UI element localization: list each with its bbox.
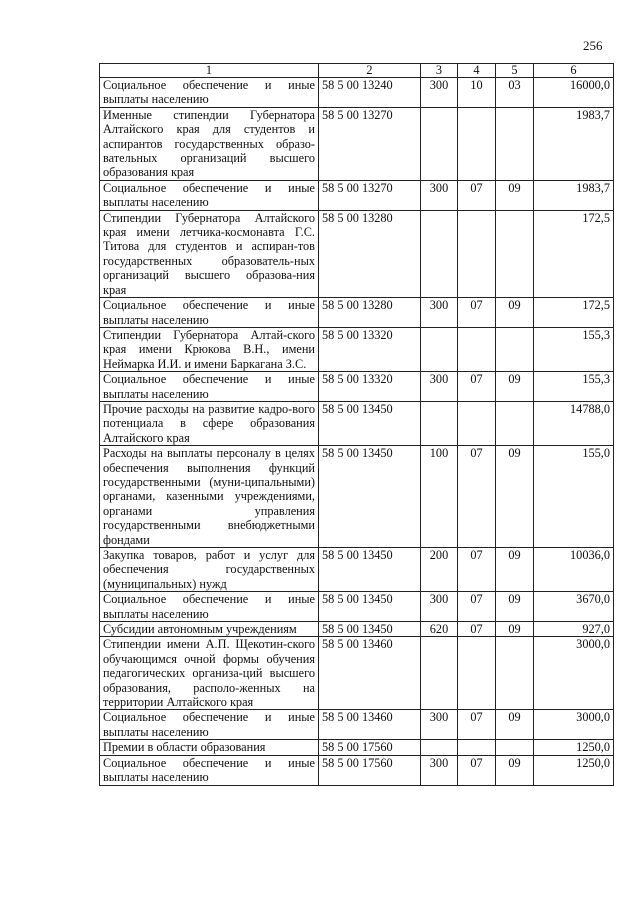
row-vr-cell: 300 (421, 298, 458, 328)
header-row (100, 64, 614, 78)
row-name-cell: Социальное обеспечение и иные выплаты населению (100, 78, 319, 108)
table-row (100, 401, 614, 445)
row-rz-cell (458, 327, 496, 371)
row-amount-cell: 155,3 (534, 372, 614, 402)
row-rz-cell: 07 (458, 710, 496, 740)
row-code-cell: 58 5 00 13240 (319, 78, 421, 108)
row-vr-cell (421, 327, 458, 371)
row-pr-cell (496, 107, 534, 180)
table-row (100, 548, 614, 592)
row-amount-cell: 3670,0 (534, 592, 614, 622)
row-pr-cell: 09 (496, 622, 534, 637)
row-name-cell: Именные стипендии Губернатора Алтайского края для студентов и аспирантов государственных образо-вательных организаций высшего образования края (100, 107, 319, 180)
row-rz-cell: 07 (458, 298, 496, 328)
row-vr-cell: 300 (421, 372, 458, 402)
column-header: 5 (496, 64, 534, 78)
column-header: 2 (319, 64, 421, 78)
row-name-cell: Социальное обеспечение и иные выплаты населению (100, 372, 319, 402)
row-pr-cell: 09 (496, 298, 534, 328)
row-amount-cell: 155,3 (534, 327, 614, 371)
row-code-cell: 58 5 00 13450 (319, 401, 421, 445)
page-number: 256 (583, 38, 603, 53)
table-row (100, 710, 614, 740)
row-amount-cell: 3000,0 (534, 710, 614, 740)
table-row (100, 180, 614, 210)
row-amount-cell: 927,0 (534, 622, 614, 637)
row-amount-cell: 16000,0 (534, 78, 614, 108)
row-name-cell: Социальное обеспечение и иные выплаты населению (100, 180, 319, 210)
row-pr-cell: 09 (496, 446, 534, 548)
row-pr-cell: 09 (496, 755, 534, 785)
row-rz-cell: 10 (458, 78, 496, 108)
table-row (100, 622, 614, 637)
table-body (100, 78, 614, 786)
row-name-cell: Премии в области образования (100, 740, 319, 755)
row-code-cell: 58 5 00 17560 (319, 755, 421, 785)
row-pr-cell (496, 401, 534, 445)
row-code-cell: 58 5 00 13460 (319, 637, 421, 710)
row-code-cell: 58 5 00 13270 (319, 107, 421, 180)
row-amount-cell: 14788,0 (534, 401, 614, 445)
row-amount-cell: 1983,7 (534, 107, 614, 180)
row-amount-cell: 172,5 (534, 298, 614, 328)
row-name-cell: Субсидии автономным учреждениям (100, 622, 319, 637)
row-rz-cell (458, 637, 496, 710)
table-row (100, 210, 614, 297)
row-vr-cell: 300 (421, 78, 458, 108)
row-vr-cell (421, 210, 458, 297)
column-header: 6 (534, 64, 614, 78)
row-vr-cell: 200 (421, 548, 458, 592)
table-row (100, 740, 614, 755)
row-amount-cell: 3000,0 (534, 637, 614, 710)
row-name-cell: Социальное обеспечение и иные выплаты населению (100, 755, 319, 785)
row-name-cell: Стипендии Губернатора Алтай-ского края имени Крюкова В.Н., имени Неймарка И.И. и имени Баркагана З.С. (100, 327, 319, 371)
row-pr-cell: 09 (496, 548, 534, 592)
row-amount-cell: 1250,0 (534, 740, 614, 755)
row-rz-cell: 07 (458, 592, 496, 622)
column-header: 3 (421, 64, 458, 78)
row-code-cell: 58 5 00 17560 (319, 740, 421, 755)
table-row (100, 298, 614, 328)
row-amount-cell: 172,5 (534, 210, 614, 297)
row-vr-cell (421, 401, 458, 445)
row-vr-cell (421, 637, 458, 710)
row-name-cell: Социальное обеспечение и иные выплаты населению (100, 710, 319, 740)
column-header: 1 (100, 64, 319, 78)
row-name-cell: Стипендии имени А.П. Щекотин-ского обучающимся очной формы обучения педагогических организа-ций высшего образования, располо-женных на территории Алтайского края (100, 637, 319, 710)
row-code-cell: 58 5 00 13450 (319, 446, 421, 548)
row-vr-cell: 300 (421, 755, 458, 785)
row-code-cell: 58 5 00 13270 (319, 180, 421, 210)
table-row (100, 592, 614, 622)
row-rz-cell: 07 (458, 755, 496, 785)
row-amount-cell: 1250,0 (534, 755, 614, 785)
table-row (100, 372, 614, 402)
row-pr-cell: 09 (496, 372, 534, 402)
table-header (100, 64, 614, 78)
row-name-cell: Прочие расходы на развитие кадро-вого потенциала в сфере образования Алтайского края (100, 401, 319, 445)
column-header: 4 (458, 64, 496, 78)
row-name-cell: Расходы на выплаты персоналу в целях обеспечения выполнения функций государственными (муни-ципальными) органами, казенными учреждениями, органами управления государственными внебюджетными фондами (100, 446, 319, 548)
row-code-cell: 58 5 00 13450 (319, 622, 421, 637)
row-rz-cell (458, 401, 496, 445)
row-pr-cell: 03 (496, 78, 534, 108)
row-code-cell: 58 5 00 13450 (319, 548, 421, 592)
row-rz-cell (458, 210, 496, 297)
table-row (100, 107, 614, 180)
row-code-cell: 58 5 00 13280 (319, 210, 421, 297)
row-pr-cell (496, 740, 534, 755)
table-row (100, 78, 614, 108)
row-pr-cell (496, 327, 534, 371)
table-row (100, 637, 614, 710)
row-vr-cell: 100 (421, 446, 458, 548)
budget-table (99, 63, 614, 786)
row-name-cell: Закупка товаров, работ и услуг для обеспечения государственных (муниципальных) нужд (100, 548, 319, 592)
row-pr-cell: 09 (496, 592, 534, 622)
row-code-cell: 58 5 00 13320 (319, 372, 421, 402)
row-name-cell: Социальное обеспечение и иные выплаты населению (100, 592, 319, 622)
row-vr-cell: 620 (421, 622, 458, 637)
row-pr-cell (496, 637, 534, 710)
row-pr-cell: 09 (496, 180, 534, 210)
row-code-cell: 58 5 00 13450 (319, 592, 421, 622)
row-rz-cell: 07 (458, 446, 496, 548)
row-rz-cell (458, 107, 496, 180)
row-pr-cell (496, 210, 534, 297)
row-rz-cell: 07 (458, 372, 496, 402)
row-vr-cell (421, 107, 458, 180)
row-vr-cell (421, 740, 458, 755)
row-vr-cell: 300 (421, 180, 458, 210)
table-row (100, 446, 614, 548)
row-vr-cell: 300 (421, 710, 458, 740)
table-row (100, 755, 614, 785)
row-name-cell: Стипендии Губернатора Алтайского края имени летчика-космонавта Г.С. Титова для студентов и аспиран-тов государственных образователь-ных организаций высшего образова-ния края (100, 210, 319, 297)
row-pr-cell: 09 (496, 710, 534, 740)
row-name-cell: Социальное обеспечение и иные выплаты населению (100, 298, 319, 328)
table-row (100, 327, 614, 371)
row-code-cell: 58 5 00 13280 (319, 298, 421, 328)
row-amount-cell: 155,0 (534, 446, 614, 548)
row-code-cell: 58 5 00 13320 (319, 327, 421, 371)
row-rz-cell: 07 (458, 180, 496, 210)
row-rz-cell: 07 (458, 548, 496, 592)
row-rz-cell (458, 740, 496, 755)
row-amount-cell: 1983,7 (534, 180, 614, 210)
row-rz-cell: 07 (458, 622, 496, 637)
row-code-cell: 58 5 00 13460 (319, 710, 421, 740)
row-amount-cell: 10036,0 (534, 548, 614, 592)
row-vr-cell: 300 (421, 592, 458, 622)
